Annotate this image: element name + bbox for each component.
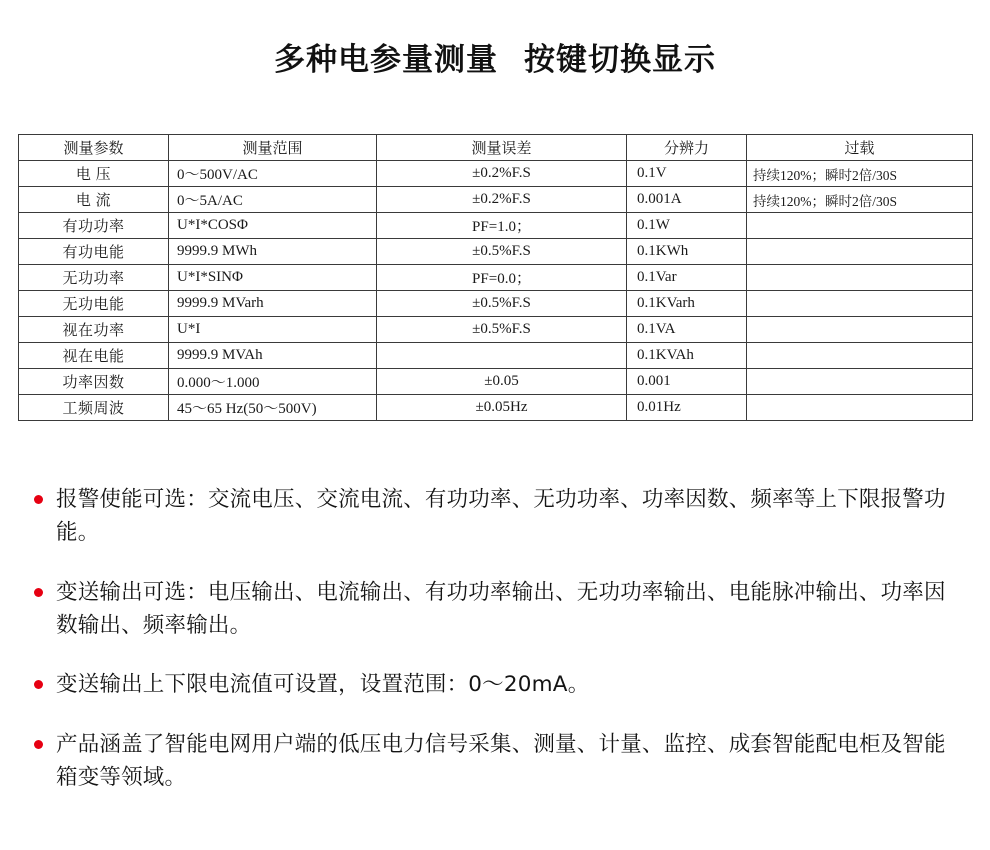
spec-table: [18, 134, 973, 421]
cell-param: 有功电能: [19, 239, 169, 265]
cell-param: 视在功率: [19, 317, 169, 343]
cell-range: 9999.9 MWh: [169, 239, 377, 265]
page-title-part-1: 多种电参量测量: [274, 42, 498, 78]
cell-range: U*I: [169, 317, 377, 343]
cell-error: [377, 343, 627, 369]
table-row: [19, 291, 973, 317]
table-row: [19, 265, 973, 291]
list-item: [30, 668, 960, 701]
cell-range: 0.000～1.000: [169, 369, 377, 395]
cell-resolution: 0.1VA: [627, 317, 747, 343]
bullet-dot-icon: [34, 495, 43, 504]
cell-error: ±0.05Hz: [377, 395, 627, 421]
cell-overload: [747, 369, 973, 395]
cell-overload: 持续120%；瞬时2倍/30S: [747, 187, 973, 213]
table-row: [19, 317, 973, 343]
table-row: [19, 213, 973, 239]
cell-resolution: 0.1KWh: [627, 239, 747, 265]
column-header-param: 测量参数: [19, 135, 169, 161]
cell-resolution: 0.1KVAh: [627, 343, 747, 369]
cell-range: U*I*COSΦ: [169, 213, 377, 239]
cell-error: PF=1.0；: [377, 213, 627, 239]
cell-range: 0～500V/AC: [169, 161, 377, 187]
cell-range: 9999.9 MVAh: [169, 343, 377, 369]
table-row: [19, 239, 973, 265]
list-item: [30, 576, 960, 643]
cell-error: ±0.5%F.S: [377, 291, 627, 317]
list-item-text: 变送输出上下限电流值可设置，设置范围：0～20mA。: [56, 672, 590, 698]
cell-overload: [747, 317, 973, 343]
spec-table-body: [19, 161, 973, 421]
table-row: [19, 395, 973, 421]
spec-table-head: [19, 135, 973, 161]
cell-param: 无功功率: [19, 265, 169, 291]
cell-range: 9999.9 MVarh: [169, 291, 377, 317]
cell-param: 功率因数: [19, 369, 169, 395]
cell-param: 电 流: [19, 187, 169, 213]
page-title-part-2: 按键切换显示: [524, 42, 716, 78]
list-item-text: 变送输出可选：电压输出、电流输出、有功功率输出、无功功率输出、电能脉冲输出、功率因数输出、频率输出。: [56, 579, 946, 638]
cell-overload: [747, 395, 973, 421]
cell-resolution: 0.1Var: [627, 265, 747, 291]
cell-resolution: 0.1V: [627, 161, 747, 187]
cell-resolution: 0.01Hz: [627, 395, 747, 421]
page-title: [0, 0, 990, 79]
cell-overload: [747, 265, 973, 291]
list-item-text: 产品涵盖了智能电网用户端的低压电力信号采集、测量、计量、监控、成套智能配电柜及智能箱变等领域。: [56, 731, 946, 790]
list-item-text: 报警使能可选：交流电压、交流电流、有功功率、无功功率、功率因数、频率等上下限报警功能。: [56, 487, 946, 546]
cell-param: 有功功率: [19, 213, 169, 239]
feature-list: [0, 483, 990, 794]
cell-error: ±0.2%F.S: [377, 161, 627, 187]
table-row: [19, 187, 973, 213]
bullet-dot-icon: [34, 740, 43, 749]
cell-error: ±0.05: [377, 369, 627, 395]
cell-param: 电 压: [19, 161, 169, 187]
table-row: [19, 161, 973, 187]
cell-error: ±0.5%F.S: [377, 317, 627, 343]
table-row: [19, 369, 973, 395]
cell-range: U*I*SINΦ: [169, 265, 377, 291]
cell-param: 无功电能: [19, 291, 169, 317]
column-header-resolution: 分辨力: [627, 135, 747, 161]
cell-resolution: 0.1W: [627, 213, 747, 239]
table-header-row: [19, 135, 973, 161]
list-item: [30, 728, 960, 795]
column-header-overload: 过载: [747, 135, 973, 161]
cell-range: 0～5A/AC: [169, 187, 377, 213]
cell-param: 工频周波: [19, 395, 169, 421]
cell-resolution: 0.1KVarh: [627, 291, 747, 317]
cell-param: 视在电能: [19, 343, 169, 369]
spec-table-wrapper: [18, 134, 972, 421]
cell-range: 45～65 Hz(50～500V): [169, 395, 377, 421]
cell-overload: [747, 213, 973, 239]
cell-error: PF=0.0；: [377, 265, 627, 291]
bullet-dot-icon: [34, 680, 43, 689]
cell-overload: 持续120%；瞬时2倍/30S: [747, 161, 973, 187]
cell-overload: [747, 239, 973, 265]
cell-error: ±0.5%F.S: [377, 239, 627, 265]
cell-resolution: 0.001: [627, 369, 747, 395]
column-header-range: 测量范围: [169, 135, 377, 161]
list-item: [30, 483, 960, 550]
bullet-dot-icon: [34, 588, 43, 597]
cell-overload: [747, 291, 973, 317]
column-header-error: 测量误差: [377, 135, 627, 161]
cell-resolution: 0.001A: [627, 187, 747, 213]
cell-overload: [747, 343, 973, 369]
table-row: [19, 343, 973, 369]
cell-error: ±0.2%F.S: [377, 187, 627, 213]
